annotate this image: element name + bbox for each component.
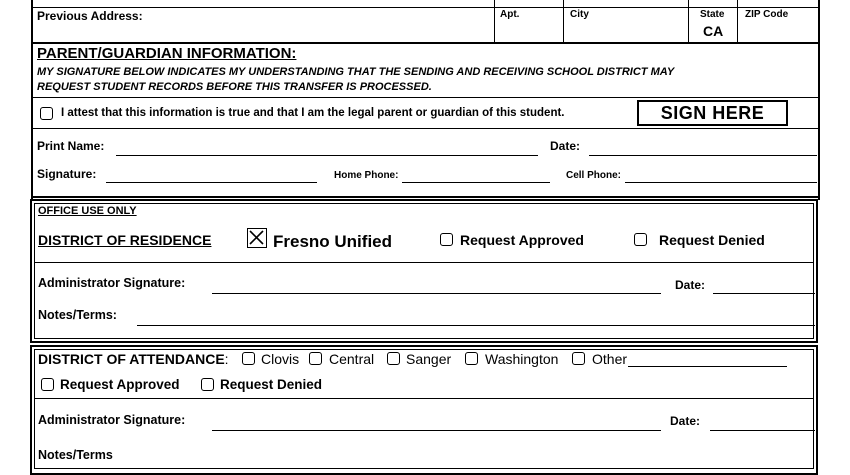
attendance-notes-label: Notes/Terms: [38, 448, 113, 462]
option-sanger-label: Sanger: [406, 351, 452, 367]
address-row-top: [31, 7, 820, 8]
residence-notes-label: Notes/Terms:: [38, 308, 117, 322]
home-phone-label: Home Phone:: [334, 170, 399, 181]
option-other-field[interactable]: [628, 366, 787, 367]
option-clovis-checkbox[interactable]: [242, 352, 255, 365]
attendance-approved-checkbox[interactable]: [41, 378, 54, 391]
state-value[interactable]: CA: [703, 23, 724, 39]
option-central-label: Central: [329, 351, 375, 367]
print-name-label: Print Name:: [37, 139, 105, 153]
residence-date-field[interactable]: [713, 293, 815, 294]
parent-statement-line2: REQUEST STUDENT RECORDS BEFORE THIS TRANSFER IS PROCESSED.: [37, 81, 432, 93]
apt-label: Apt.: [500, 9, 520, 20]
cell-phone-field[interactable]: [625, 182, 817, 183]
signature-label: Signature:: [37, 167, 97, 181]
attendance-divider: [34, 398, 814, 399]
signature-field[interactable]: [106, 182, 317, 183]
parent-statement-line1: MY SIGNATURE BELOW INDICATES MY UNDERSTANDING THAT THE SENDING AND RECEIVING SCHOOL DISTRICT MAY: [37, 66, 675, 78]
attendance-approved-label: Request Approved: [60, 377, 180, 392]
attendance-date-label: Date:: [670, 414, 701, 428]
residence-approved-label: Request Approved: [460, 232, 584, 248]
residence-checkbox[interactable]: [247, 228, 267, 248]
residence-notes-field[interactable]: [137, 325, 815, 326]
residence-approved-checkbox[interactable]: [440, 233, 453, 246]
parent-heading: PARENT/GUARDIAN INFORMATION:: [37, 45, 297, 62]
address-divider-state: [688, 0, 689, 43]
attendance-denied-checkbox[interactable]: [201, 378, 214, 391]
previous-address-label: Previous Address:: [37, 9, 143, 23]
office-residence-inner: [34, 203, 814, 339]
city-label: City: [570, 9, 589, 20]
address-divider-zip: [737, 0, 738, 43]
option-other-label: Other: [592, 351, 628, 367]
parent-section-bottom: [31, 196, 820, 198]
residence-label: DISTRICT OF RESIDENCE: [38, 232, 212, 248]
parent-date-label: Date:: [550, 139, 581, 153]
address-divider-apt: [494, 0, 495, 43]
attendance-date-field[interactable]: [710, 430, 815, 431]
residence-date-label: Date:: [675, 278, 706, 292]
print-name-field[interactable]: [116, 155, 538, 156]
attendance-label: [38, 351, 229, 367]
attendance-label-colon: :: [224, 351, 229, 367]
residence-value: Fresno Unified: [273, 232, 393, 251]
option-washington-checkbox[interactable]: [465, 352, 478, 365]
address-divider-city: [563, 0, 564, 43]
residence-divider: [34, 262, 814, 263]
statement-bottom-line: [31, 97, 820, 98]
attendance-admin-sig-field[interactable]: [212, 430, 661, 431]
sign-here-label: SIGN HERE: [660, 103, 765, 123]
state-label: State: [700, 9, 725, 20]
option-other-checkbox[interactable]: [572, 352, 585, 365]
sign-here-box: [637, 100, 788, 126]
option-sanger-checkbox[interactable]: [387, 352, 400, 365]
frame-right: [818, 0, 820, 200]
zip-label: ZIP Code: [745, 9, 789, 20]
option-washington-label: Washington: [485, 351, 559, 367]
attendance-inner: [34, 349, 814, 469]
attendance-denied-label: Request Denied: [220, 377, 323, 392]
address-row-bottom: [31, 42, 820, 44]
residence-admin-sig-label: Administrator Signature:: [38, 276, 186, 290]
attest-bottom-line: [31, 128, 820, 129]
parent-date-field[interactable]: [589, 155, 817, 156]
attest-checkbox[interactable]: [40, 107, 53, 120]
residence-denied-checkbox[interactable]: [634, 233, 647, 246]
home-phone-field[interactable]: [402, 182, 550, 183]
attendance-admin-sig-label: Administrator Signature:: [38, 413, 186, 427]
cell-phone-label: Cell Phone:: [566, 170, 622, 181]
attest-label: I attest that this information is true and that I am the legal parent or guardian of this student.: [61, 107, 565, 119]
option-clovis-label: Clovis: [261, 351, 300, 367]
option-central-checkbox[interactable]: [309, 352, 322, 365]
frame-left: [31, 0, 33, 200]
checkmark-x-icon: [248, 229, 265, 246]
attendance-label-text: DISTRICT OF ATTENDANCE: [38, 351, 225, 367]
residence-denied-label: Request Denied: [659, 232, 765, 248]
residence-admin-sig-field[interactable]: [212, 293, 661, 294]
office-heading: OFFICE USE ONLY: [38, 205, 137, 217]
